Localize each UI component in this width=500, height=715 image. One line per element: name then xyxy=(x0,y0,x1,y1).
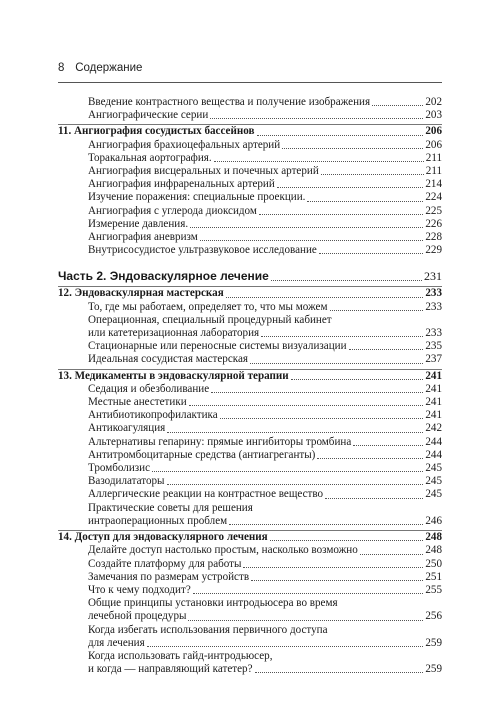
toc-part-2[interactable]: Часть 2. Эндоваскулярное лечение 231 xyxy=(58,269,442,284)
toc-entry[interactable]: Ангиографические серии 203 xyxy=(88,109,442,122)
toc-entry[interactable]: Торакальная аортография. 211 xyxy=(88,151,442,164)
toc-entry[interactable]: Стационарные или переносные системы визуализации 235 xyxy=(88,340,442,353)
toc-entry[interactable]: Ангиография брахиоцефальных артерий 206 xyxy=(88,138,442,151)
toc-entry[interactable]: Изучение поражения: специальные проекции. 224 xyxy=(88,191,442,204)
toc-chapter-12[interactable]: 12. Эндоваскулярная мастерская 233 xyxy=(58,287,442,300)
header-rule xyxy=(58,82,442,83)
toc-chapter-11[interactable]: 11. Ангиография сосудистых бассейнов 206 xyxy=(58,125,442,138)
toc-entry[interactable]: Введение контрастного вещества и получение изображения 202 xyxy=(88,96,442,108)
toc-entry[interactable]: Вазодилататоры 245 xyxy=(88,475,442,488)
toc-entry[interactable]: Ангиография висцеральных и почечных артерий 211 xyxy=(88,165,442,178)
toc-entry[interactable]: Когда избегать использования первичного доступа для лечения 259 xyxy=(88,623,442,649)
table-of-contents xyxy=(58,96,442,676)
toc-entry[interactable]: Антитромбоцитарные средства (антиагреганты) 244 xyxy=(88,448,442,461)
toc-entry[interactable]: Общие принципы установки интродьюсера во время лечебной процедуры 256 xyxy=(88,597,442,623)
toc-entry[interactable]: Замечания по размерам устройств 251 xyxy=(88,570,442,583)
toc-entry[interactable]: Ангиография инфраренальных артерий 214 xyxy=(88,178,442,191)
page-number: 8 xyxy=(58,62,65,74)
toc-entry[interactable]: Внутрисосудистое ультразвуковое исследование 229 xyxy=(88,244,442,257)
toc-entry[interactable]: Антикоагуляция 242 xyxy=(88,422,442,435)
toc-entry[interactable]: Аллергические реакции на контрастное вещество 245 xyxy=(88,488,442,501)
toc-entry[interactable]: Местные анестетики 241 xyxy=(88,396,442,409)
toc-entry[interactable]: Когда использовать гайд-интродьюсер, и когда — направляющий катетер? 259 xyxy=(88,649,442,676)
toc-entry[interactable]: Ангиография аневризм 228 xyxy=(88,231,442,244)
toc-entry[interactable]: Антибиотикопрофилактика 241 xyxy=(88,409,442,422)
toc-entry[interactable]: Седация и обезболивание 241 xyxy=(88,382,442,395)
toc-entry[interactable]: Идеальная сосудистая мастерская 237 xyxy=(88,353,442,366)
running-head xyxy=(58,62,142,74)
toc-entry[interactable]: Делайте доступ настолько простым, насколько возможно 248 xyxy=(88,544,442,557)
toc-entry[interactable]: Тромболизис 245 xyxy=(88,462,442,475)
toc-entry[interactable]: Что к чему подходит? 255 xyxy=(88,583,442,596)
toc-entry[interactable]: Операционная, специальный процедурный кабинет или катетеризационная лаборатория 233 xyxy=(88,313,442,340)
toc-chapter-14[interactable]: 14. Доступ для эндоваскулярного лечения 248 xyxy=(58,531,442,544)
toc-chapter-13[interactable]: 13. Медикаменты в эндоваскулярной терапии 241 xyxy=(58,369,442,382)
running-title: Содержание xyxy=(75,62,143,74)
toc-entry[interactable]: Измерение давления. 226 xyxy=(88,217,442,230)
toc-entry[interactable]: То, где мы работаем, определяет то, что мы можем 233 xyxy=(88,300,442,313)
toc-entry[interactable]: Альтернативы гепарину: прямые ингибиторы тромбина 244 xyxy=(88,435,442,448)
toc-entry[interactable]: Ангиография с углерода диоксидом 225 xyxy=(88,204,442,217)
toc-entry[interactable]: Создайте платформу для работы 250 xyxy=(88,557,442,570)
toc-entry[interactable]: Практические советы для решения интраоперационных проблем 246 xyxy=(88,501,442,527)
